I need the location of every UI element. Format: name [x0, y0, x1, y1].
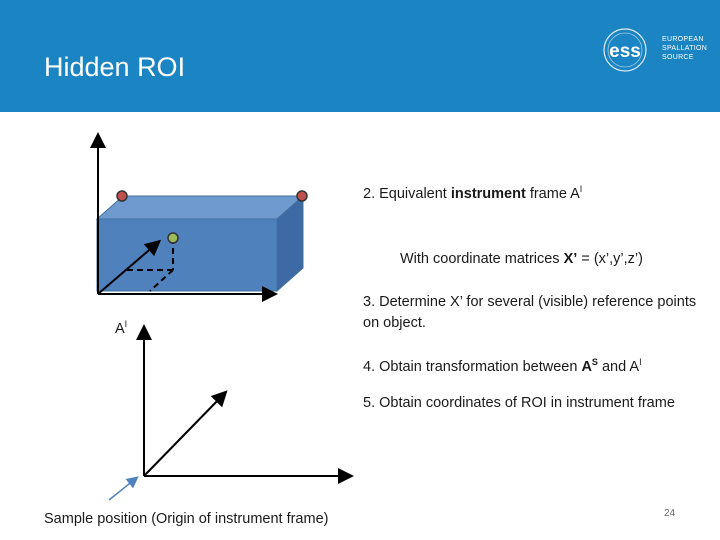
step-4-text	[363, 357, 642, 378]
step-2-post: frame A	[525, 186, 580, 202]
step-3-text: 3. Determine X’ for several (visible) reference points on object.	[363, 294, 697, 331]
step-4-sup-s: S	[591, 357, 598, 367]
step-2-bold: instrument	[450, 186, 526, 202]
page-number: 24	[664, 508, 676, 519]
logo-line: SPALLATION	[662, 45, 708, 52]
logo-line: SOURCE	[662, 54, 694, 61]
coord-bold: X’	[563, 251, 578, 267]
logo-line: EUROPEAN	[662, 36, 704, 43]
step-2-text	[363, 184, 582, 205]
step-4-sup-i: I	[639, 357, 642, 367]
frame-label-sup: I	[124, 319, 128, 329]
instrument-frame-y-axis	[144, 396, 222, 476]
logo-mark-text: ess	[609, 41, 641, 62]
coord-post: = (x’,y’,z’)	[577, 251, 643, 267]
step-2-pre: 2. Equivalent	[363, 186, 451, 202]
object-box-front	[97, 219, 277, 291]
origin-pointer-arrow	[109, 480, 134, 500]
reference-point	[297, 191, 307, 201]
step-4-bold: A	[581, 359, 592, 375]
reference-point	[117, 191, 127, 201]
sample-position-caption: Sample position (Origin of instrument frame)	[44, 511, 329, 527]
step-4-mid: and A	[597, 359, 640, 375]
coordinate-matrices-text	[400, 249, 643, 270]
roi-point	[168, 233, 178, 243]
frame-label-main: A	[115, 321, 125, 337]
slide-title: Hidden ROI	[44, 52, 186, 82]
instrument-frame-label	[115, 319, 127, 340]
object-box-top	[97, 196, 303, 219]
step-5-text: 5. Obtain coordinates of ROI in instrument frame	[363, 395, 675, 411]
coord-pre: With coordinate matrices	[400, 251, 564, 267]
step-4-pre: 4. Obtain transformation between	[363, 359, 582, 375]
step-2-sup: I	[579, 184, 583, 194]
